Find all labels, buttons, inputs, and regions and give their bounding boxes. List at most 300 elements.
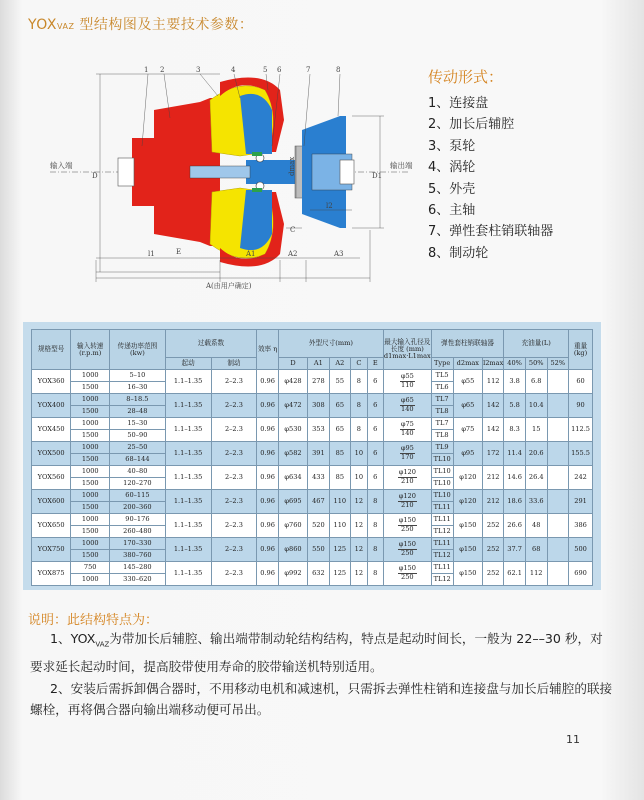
cell-hole (383, 442, 431, 466)
cell-weight: 500 (569, 538, 593, 562)
cell-oil-b: 20.6 (525, 442, 547, 466)
cell-oil-c (547, 394, 569, 418)
cell-hole (383, 514, 431, 538)
cell-brake: 2–2.3 (211, 514, 257, 538)
note-2: 2、安装后需拆卸偶合器时，不用移动电机和减速机，只需拆去弹性柱销和连接盘与加长后辅腔的联接螺栓，再将偶合器向输出端移动便可吊出。 (30, 680, 613, 718)
cell-A1: 308 (308, 394, 329, 418)
cell-l2max: 112 (483, 370, 504, 394)
th-C: C (351, 358, 368, 370)
callout-1: 1 (144, 66, 149, 74)
dim-A2: A2 (288, 250, 298, 258)
cell-oil-b: 10.4 (525, 394, 547, 418)
callout-4: 4 (231, 66, 236, 74)
cell-A2: 65 (329, 418, 350, 442)
cell-model: YOX750 (32, 538, 71, 562)
cell-C: 8 (351, 370, 368, 394)
hole-length: 250 (401, 573, 414, 581)
dim-total: A(由用户确定) (206, 282, 252, 290)
cell-start: 1.1–1.35 (165, 562, 211, 586)
cell-oil-b: 68 (525, 538, 547, 562)
cell-oil-b: 48 (525, 514, 547, 538)
cell-power: 25–50 (110, 442, 165, 454)
hole-diameter: φ120 (398, 492, 416, 501)
cell-d2max: φ75 (453, 418, 483, 442)
cell-type: TL12 (431, 550, 453, 562)
page-title (28, 14, 253, 34)
cell-type: TL12 (431, 574, 453, 586)
table-row (32, 538, 593, 550)
cell-l2max: 252 (483, 538, 504, 562)
cell-oil-a: 3.8 (504, 370, 526, 394)
page-number: 11 (566, 733, 580, 746)
cell-weight: 112.5 (569, 418, 593, 442)
hole-diameter: φ65 (400, 396, 414, 405)
cell-model: YOX875 (32, 562, 71, 586)
th-brake: 制动 (211, 358, 257, 370)
cell-type: TL10 (431, 490, 453, 502)
th-type: Type (431, 358, 453, 370)
cell-A2: 65 (329, 394, 350, 418)
dim-C: C (290, 226, 296, 234)
cell-start: 1.1–1.35 (165, 490, 211, 514)
cell-E: 6 (367, 466, 383, 490)
hole-diameter: φ150 (398, 516, 416, 525)
dim-dmax: dmax (288, 156, 296, 176)
th-start: 起动 (165, 358, 211, 370)
th-power: 传递功率范围 (kw) (110, 330, 165, 370)
cell-model: YOX600 (32, 490, 71, 514)
th-speed: 输入转速 (r.p.m) (71, 330, 110, 370)
cell-d2max: φ120 (453, 466, 483, 490)
cell-speed: 1000 (71, 574, 110, 586)
cell-brake: 2–2.3 (211, 394, 257, 418)
hole-length: 170 (401, 453, 414, 461)
output-end-label: 输出端 (390, 161, 413, 170)
bolt-upper (252, 152, 262, 156)
cell-E: 6 (367, 394, 383, 418)
th-coupling: 弹性套柱销联轴器 (431, 330, 504, 358)
cell-weight: 242 (569, 466, 593, 490)
cell-speed: 1000 (71, 490, 110, 502)
cell-power: 8–18.5 (110, 394, 165, 406)
callout-7: 7 (306, 66, 311, 74)
table-row (32, 514, 593, 526)
cell-start: 1.1–1.35 (165, 514, 211, 538)
drive-mode-item: 5、外壳 (428, 181, 476, 197)
cell-speed: 1000 (71, 514, 110, 526)
hole-diameter: φ55 (400, 372, 414, 381)
cell-A2: 85 (329, 466, 350, 490)
cell-d2max: φ150 (453, 562, 483, 586)
cell-efficiency: 0.96 (257, 514, 279, 538)
cell-oil-a: 11.4 (504, 442, 526, 466)
title-text: 型结构图及主要技术参数： (74, 17, 254, 33)
cell-d2max: φ120 (453, 490, 483, 514)
drive-mode-item: 2、加长后辅腔 (428, 117, 515, 133)
input-end-label: 输入端 (50, 161, 73, 170)
cell-oil-c (547, 418, 569, 442)
cell-weight: 60 (569, 370, 593, 394)
cell-power: 260–480 (110, 526, 165, 538)
cell-hole (383, 370, 431, 394)
cell-type: TL10 (431, 454, 453, 466)
cell-E: 8 (367, 514, 383, 538)
cell-A2: 110 (329, 514, 350, 538)
th-oil: 充油量(L) (504, 330, 569, 358)
note-1-text: 为带加长后辅腔、输出端带制动轮结构结构，特点是起动时间长，一般为 22––30 秒，对要求延长起动时间，提高胶带使用寿命的胶带输送机特别适用。 (30, 631, 603, 675)
cell-speed: 1500 (71, 550, 110, 562)
cell-l2max: 252 (483, 514, 504, 538)
cell-brake: 2–2.3 (211, 490, 257, 514)
cell-A1: 467 (308, 490, 329, 514)
drive-modes (428, 66, 628, 264)
dim-D: D (92, 172, 98, 180)
note-1 (30, 628, 614, 678)
cell-A1: 632 (308, 562, 329, 586)
title-model: YOX (28, 17, 58, 33)
cell-d2max: φ65 (453, 394, 483, 418)
cell-type: TL10 (431, 478, 453, 490)
notes-body (30, 628, 614, 721)
cell-D: φ760 (278, 514, 307, 538)
cell-oil-b: 112 (525, 562, 547, 586)
cell-efficiency: 0.96 (257, 442, 279, 466)
cell-speed: 1000 (71, 370, 110, 382)
cell-D: φ582 (278, 442, 307, 466)
cell-E: 6 (367, 442, 383, 466)
cell-l2max: 212 (483, 466, 504, 490)
cell-l2max: 212 (483, 490, 504, 514)
cell-weight: 90 (569, 394, 593, 418)
cell-l2max: 172 (483, 442, 504, 466)
cell-speed: 1000 (71, 418, 110, 430)
th-A1: A1 (308, 358, 329, 370)
table-row (32, 418, 593, 430)
cell-model: YOX400 (32, 394, 71, 418)
drive-mode-item: 6、主轴 (428, 203, 476, 219)
cell-efficiency: 0.96 (257, 538, 279, 562)
drive-mode-item: 3、泵轮 (428, 138, 476, 154)
cell-E: 6 (367, 370, 383, 394)
cell-oil-b: 15 (525, 418, 547, 442)
cell-type: TL9 (431, 442, 453, 454)
cell-power: 68–144 (110, 454, 165, 466)
cell-efficiency: 0.96 (257, 490, 279, 514)
cell-type: TL7 (431, 394, 453, 406)
cell-E: 6 (367, 418, 383, 442)
cell-oil-c (547, 562, 569, 586)
hole-length: 110 (401, 381, 414, 389)
cell-brake: 2–2.3 (211, 418, 257, 442)
drive-modes-heading: 传动形式： (428, 68, 504, 86)
table-row (32, 394, 593, 406)
th-l2max: l2max (483, 358, 504, 370)
hole-diameter: φ150 (398, 540, 416, 549)
cell-d2max: φ55 (453, 370, 483, 394)
cell-l2max: 142 (483, 394, 504, 418)
cell-start: 1.1–1.35 (165, 538, 211, 562)
cell-C: 8 (351, 418, 368, 442)
output-coupler (340, 160, 354, 184)
cell-A1: 433 (308, 466, 329, 490)
cell-C: 12 (351, 490, 368, 514)
dim-A3: A3 (334, 250, 344, 258)
spec-table-panel (23, 322, 601, 590)
cell-oil-c (547, 490, 569, 514)
callout-3: 3 (196, 66, 201, 74)
cell-d2max: φ150 (453, 514, 483, 538)
dim-D1: D1 (372, 172, 383, 180)
cell-type: TL11 (431, 514, 453, 526)
dim-E: E (176, 248, 182, 256)
cell-efficiency: 0.96 (257, 466, 279, 490)
cell-A2: 55 (329, 370, 350, 394)
callout-8: 8 (336, 66, 341, 74)
th-model: 规格型号 (32, 330, 71, 370)
cell-A1: 550 (308, 538, 329, 562)
callout-2: 2 (160, 66, 165, 74)
spec-table (31, 329, 593, 586)
cell-brake: 2–2.3 (211, 538, 257, 562)
dim-l2: l2 (326, 202, 333, 210)
drive-mode-item: 4、涡轮 (428, 160, 476, 176)
cell-type: TL11 (431, 538, 453, 550)
cell-model: YOX500 (32, 442, 71, 466)
cell-l2max: 142 (483, 418, 504, 442)
dim-A1: A1 (246, 250, 256, 258)
table-row (32, 442, 593, 454)
title-model-sub: VAZ (57, 22, 75, 31)
cell-oil-b: 33.6 (525, 490, 547, 514)
cell-hole (383, 490, 431, 514)
hole-diameter: φ150 (398, 564, 416, 573)
cell-model: YOX650 (32, 514, 71, 538)
cell-oil-c (547, 442, 569, 466)
cell-oil-a: 18.6 (504, 490, 526, 514)
th-oil-a: 40% (504, 358, 526, 370)
cell-brake: 2–2.3 (211, 466, 257, 490)
cell-oil-b: 26.4 (525, 466, 547, 490)
cell-A2: 85 (329, 442, 350, 466)
drive-mode-item: 1、连接盘 (428, 96, 489, 111)
cell-hole (383, 562, 431, 586)
cell-speed: 1000 (71, 394, 110, 406)
cell-d2max: φ95 (453, 442, 483, 466)
hole-length: 250 (401, 525, 414, 533)
table-row (32, 370, 593, 382)
cell-weight: 690 (569, 562, 593, 586)
cell-power: 90–176 (110, 514, 165, 526)
cell-weight: 155.5 (569, 442, 593, 466)
hole-length: 210 (401, 477, 414, 485)
callout-6: 6 (277, 66, 282, 74)
cell-power: 5–10 (110, 370, 165, 382)
cell-speed: 1000 (71, 466, 110, 478)
cell-oil-a: 14.6 (504, 466, 526, 490)
cell-oil-c (547, 370, 569, 394)
table-row (32, 466, 593, 478)
cell-type: TL11 (431, 562, 453, 574)
th-weight: 重量 (kg) (569, 330, 593, 370)
cell-power: 15–30 (110, 418, 165, 430)
cell-model: YOX360 (32, 370, 71, 394)
cell-C: 10 (351, 466, 368, 490)
bolt-lower (252, 188, 262, 192)
cell-speed: 1500 (71, 454, 110, 466)
cell-A1: 391 (308, 442, 329, 466)
shaft-core (190, 166, 250, 178)
cell-speed: 1000 (71, 442, 110, 454)
cell-D: φ472 (278, 394, 307, 418)
cell-speed: 1000 (71, 538, 110, 550)
cell-E: 8 (367, 562, 383, 586)
cell-oil-b: 6.8 (525, 370, 547, 394)
cell-type: TL10 (431, 466, 453, 478)
cell-oil-c (547, 538, 569, 562)
cell-D: φ428 (278, 370, 307, 394)
th-efficiency: 效率 η (257, 330, 279, 370)
table-row (32, 562, 593, 574)
hole-length: 250 (401, 549, 414, 557)
callout-5: 5 (263, 66, 268, 74)
cell-type: TL8 (431, 430, 453, 442)
th-oil-c: 52% (547, 358, 569, 370)
cell-d2max: φ150 (453, 538, 483, 562)
cell-start: 1.1–1.35 (165, 442, 211, 466)
cell-power: 40–80 (110, 466, 165, 478)
cell-start: 1.1–1.35 (165, 418, 211, 442)
drive-mode-item: 8、制动轮 (428, 245, 489, 261)
cell-D: φ695 (278, 490, 307, 514)
cell-A2: 110 (329, 490, 350, 514)
th-dimensions: 外型尺寸(mm) (278, 330, 383, 358)
cell-efficiency: 0.96 (257, 562, 279, 586)
cell-hole (383, 394, 431, 418)
cell-speed: 750 (71, 562, 110, 574)
hole-length: 140 (401, 429, 414, 437)
input-coupler (118, 158, 134, 186)
cell-oil-a: 5.8 (504, 394, 526, 418)
cell-power: 170–330 (110, 538, 165, 550)
hole-diameter: φ95 (400, 444, 414, 453)
th-hole: 最大输入孔径及长度 (mm) d1max·L1max (383, 330, 431, 370)
cell-hole (383, 538, 431, 562)
cell-type: TL11 (431, 502, 453, 514)
th-D: D (278, 358, 307, 370)
cell-power: 120–270 (110, 478, 165, 490)
cell-weight: 291 (569, 490, 593, 514)
cell-hole (383, 466, 431, 490)
cell-oil-a: 26.6 (504, 514, 526, 538)
cell-speed: 1500 (71, 382, 110, 394)
cell-speed: 1500 (71, 406, 110, 418)
cell-power: 50–90 (110, 430, 165, 442)
hole-diameter: φ120 (398, 468, 416, 477)
table-row (32, 490, 593, 502)
cell-C: 12 (351, 562, 368, 586)
cell-l2max: 252 (483, 562, 504, 586)
cell-type: TL5 (431, 370, 453, 382)
cell-power: 28–48 (110, 406, 165, 418)
cell-power: 380–760 (110, 550, 165, 562)
th-oil-b: 50% (525, 358, 547, 370)
cell-C: 12 (351, 514, 368, 538)
hole-length: 210 (401, 501, 414, 509)
hole-length: 140 (401, 405, 414, 413)
cell-power: 330–620 (110, 574, 165, 586)
cell-E: 8 (367, 490, 383, 514)
cell-start: 1.1–1.35 (165, 466, 211, 490)
cell-type: TL7 (431, 418, 453, 430)
cell-oil-a: 8.3 (504, 418, 526, 442)
cell-D: φ860 (278, 538, 307, 562)
cell-speed: 1500 (71, 502, 110, 514)
cell-start: 1.1–1.35 (165, 370, 211, 394)
cell-power: 60–115 (110, 490, 165, 502)
cell-oil-a: 37.7 (504, 538, 526, 562)
cell-efficiency: 0.96 (257, 370, 279, 394)
cell-A2: 125 (329, 538, 350, 562)
cell-D: φ530 (278, 418, 307, 442)
cell-power: 145–280 (110, 562, 165, 574)
cell-type: TL8 (431, 406, 453, 418)
th-E: E (367, 358, 383, 370)
cell-brake: 2–2.3 (211, 562, 257, 586)
cell-brake: 2–2.3 (211, 370, 257, 394)
cell-brake: 2–2.3 (211, 442, 257, 466)
cell-A1: 278 (308, 370, 329, 394)
cell-model: YOX560 (32, 466, 71, 490)
cell-D: φ992 (278, 562, 307, 586)
cell-start: 1.1–1.35 (165, 394, 211, 418)
cell-speed: 1500 (71, 430, 110, 442)
cell-oil-c (547, 466, 569, 490)
cell-C: 12 (351, 538, 368, 562)
cell-weight: 386 (569, 514, 593, 538)
cell-hole (383, 418, 431, 442)
cell-A1: 353 (308, 418, 329, 442)
note-1-prefix: 1、YOX (50, 631, 96, 646)
cell-efficiency: 0.96 (257, 418, 279, 442)
cell-model: YOX450 (32, 418, 71, 442)
th-overload: 过载系数 (165, 330, 257, 358)
cell-type: TL6 (431, 382, 453, 394)
th-d2max: d2max (453, 358, 483, 370)
drive-mode-item: 7、弹性套柱销联轴器 (428, 224, 554, 240)
cell-C: 8 (351, 394, 368, 418)
cell-E: 8 (367, 538, 383, 562)
th-A2: A2 (329, 358, 350, 370)
coupling-structure-diagram (40, 60, 420, 300)
notes-heading: 说明：此结构特点为： (28, 613, 159, 628)
dim-l1: l1 (148, 250, 155, 258)
note-1-sub: VAZ (95, 640, 110, 649)
cell-power: 200–360 (110, 502, 165, 514)
cell-oil-a: 62.1 (504, 562, 526, 586)
cell-type: TL12 (431, 526, 453, 538)
cell-D: φ634 (278, 466, 307, 490)
cell-oil-c (547, 514, 569, 538)
cell-efficiency: 0.96 (257, 394, 279, 418)
cell-A2: 125 (329, 562, 350, 586)
connecting-disc (132, 138, 154, 206)
cell-speed: 1500 (71, 478, 110, 490)
hole-diameter: φ75 (400, 420, 414, 429)
cell-power: 16–30 (110, 382, 165, 394)
cell-A1: 520 (308, 514, 329, 538)
cell-speed: 1500 (71, 526, 110, 538)
cell-C: 10 (351, 442, 368, 466)
